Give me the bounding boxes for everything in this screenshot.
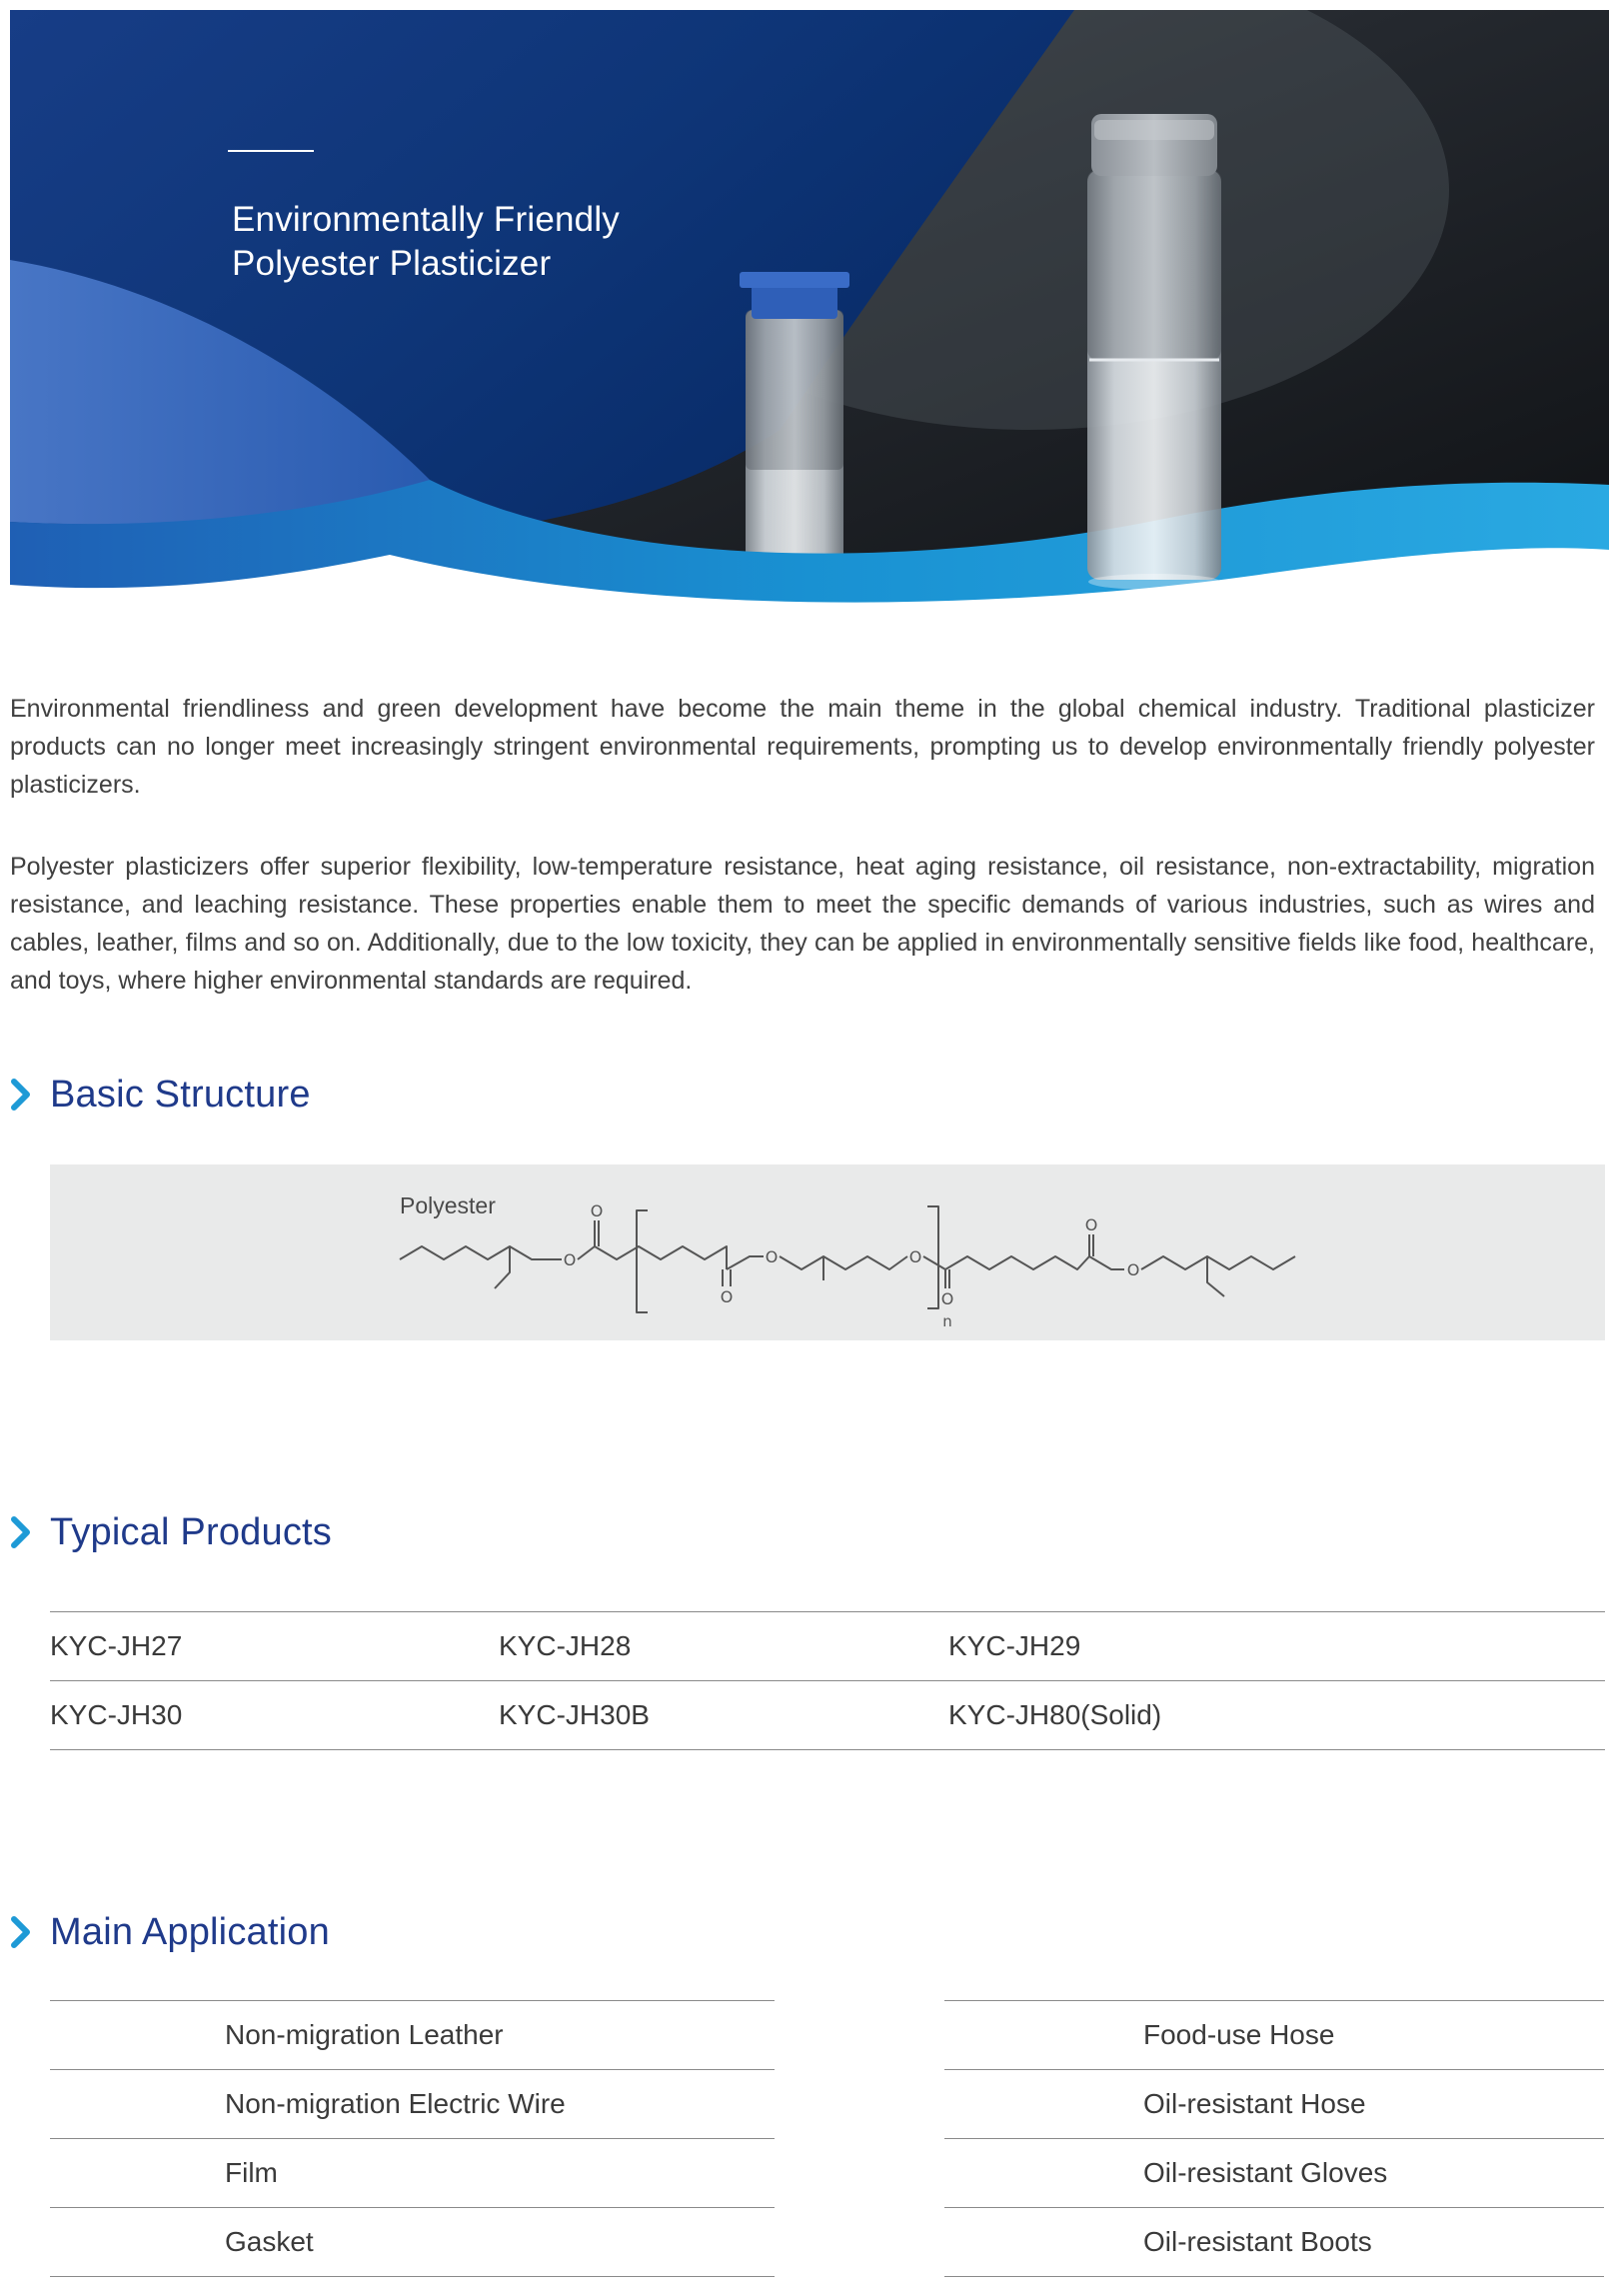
- list-item: Food-use Hose: [944, 2001, 1604, 2070]
- atom-o: O: [1084, 1215, 1098, 1234]
- section-typical-products: [8, 1507, 332, 1557]
- intro-text: [10, 690, 1595, 1044]
- atom-o: O: [563, 1250, 577, 1269]
- application-list-right: [944, 2000, 1604, 2277]
- list-item: Film: [50, 2139, 775, 2208]
- products-table: [50, 1611, 1605, 1750]
- polyester-formula: [50, 1164, 1605, 1340]
- list-item: Non-migration Electric Wire: [50, 2070, 775, 2139]
- section-title: Basic Structure: [50, 1073, 311, 1116]
- hero-title-line1: Environmentally Friendly: [232, 200, 621, 239]
- atom-o: O: [765, 1247, 779, 1266]
- hero-title-line2: Polyester Plasticizer: [232, 244, 552, 283]
- hero-title-rule: [228, 150, 314, 152]
- product-cell: KYC-JH29: [948, 1630, 1081, 1661]
- product-cell: KYC-JH27: [50, 1630, 183, 1661]
- chevron-right-icon: [8, 1915, 34, 1949]
- list-item: Non-migration Leather: [50, 2001, 775, 2070]
- application-list-left: [50, 2000, 775, 2277]
- chevron-right-icon: [8, 1078, 34, 1112]
- hero-banner: [10, 10, 1609, 630]
- hero-title: [232, 198, 752, 286]
- list-item: Oil-resistant Hose: [944, 2070, 1604, 2139]
- hero-illustration: [10, 10, 1609, 630]
- section-main-application: [8, 1907, 330, 1957]
- table-row: [50, 1612, 1605, 1681]
- atom-o: O: [720, 1287, 734, 1306]
- list-item: Oil-resistant Boots: [944, 2208, 1604, 2277]
- list-item: Oil-resistant Gloves: [944, 2139, 1604, 2208]
- section-basic-structure: [8, 1070, 311, 1120]
- intro-paragraph-1: Environmental friendliness and green development have become the main theme in the global chemical industry. Traditional plasticizer products can no longer meet increasingly stringent environmental requirements, prompting us to develop environmentally friendly polyester plasticizers.: [10, 695, 1595, 799]
- chevron-right-icon: [8, 1515, 34, 1549]
- list-item: Gasket: [50, 2208, 775, 2277]
- structure-diagram: [50, 1164, 1605, 1340]
- atom-o: O: [908, 1247, 922, 1266]
- atom-o: O: [590, 1201, 604, 1220]
- product-cell: KYC-JH80(Solid): [948, 1699, 1162, 1730]
- intro-paragraph-2: Polyester plasticizers offer superior flexibility, low-temperature resistance, heat aging resistance, oil resistance, non-extractability, migration resistance, and leaching resistance. These properties enable them to meet the specific demands of various industries, such as wires and cables, leather, films and so on. Additionally, due to the low toxicity, they can be applied in environmentally sensitive fields like food, healthcare, and toys, where higher environmental standards are required.: [10, 853, 1595, 995]
- product-cell: KYC-JH28: [499, 1630, 632, 1661]
- atom-o: O: [940, 1289, 954, 1308]
- product-cell: KYC-JH30B: [499, 1699, 650, 1730]
- section-title: Typical Products: [50, 1510, 332, 1553]
- small-vial: [740, 272, 849, 600]
- section-title: Main Application: [50, 1910, 330, 1953]
- tall-vial: [1087, 114, 1221, 590]
- atom-o: O: [1126, 1260, 1140, 1279]
- subscript-n: n: [942, 1312, 952, 1330]
- table-row: [50, 1681, 1605, 1750]
- product-cell: KYC-JH30: [50, 1699, 183, 1730]
- structure-label: Polyester: [400, 1192, 496, 1218]
